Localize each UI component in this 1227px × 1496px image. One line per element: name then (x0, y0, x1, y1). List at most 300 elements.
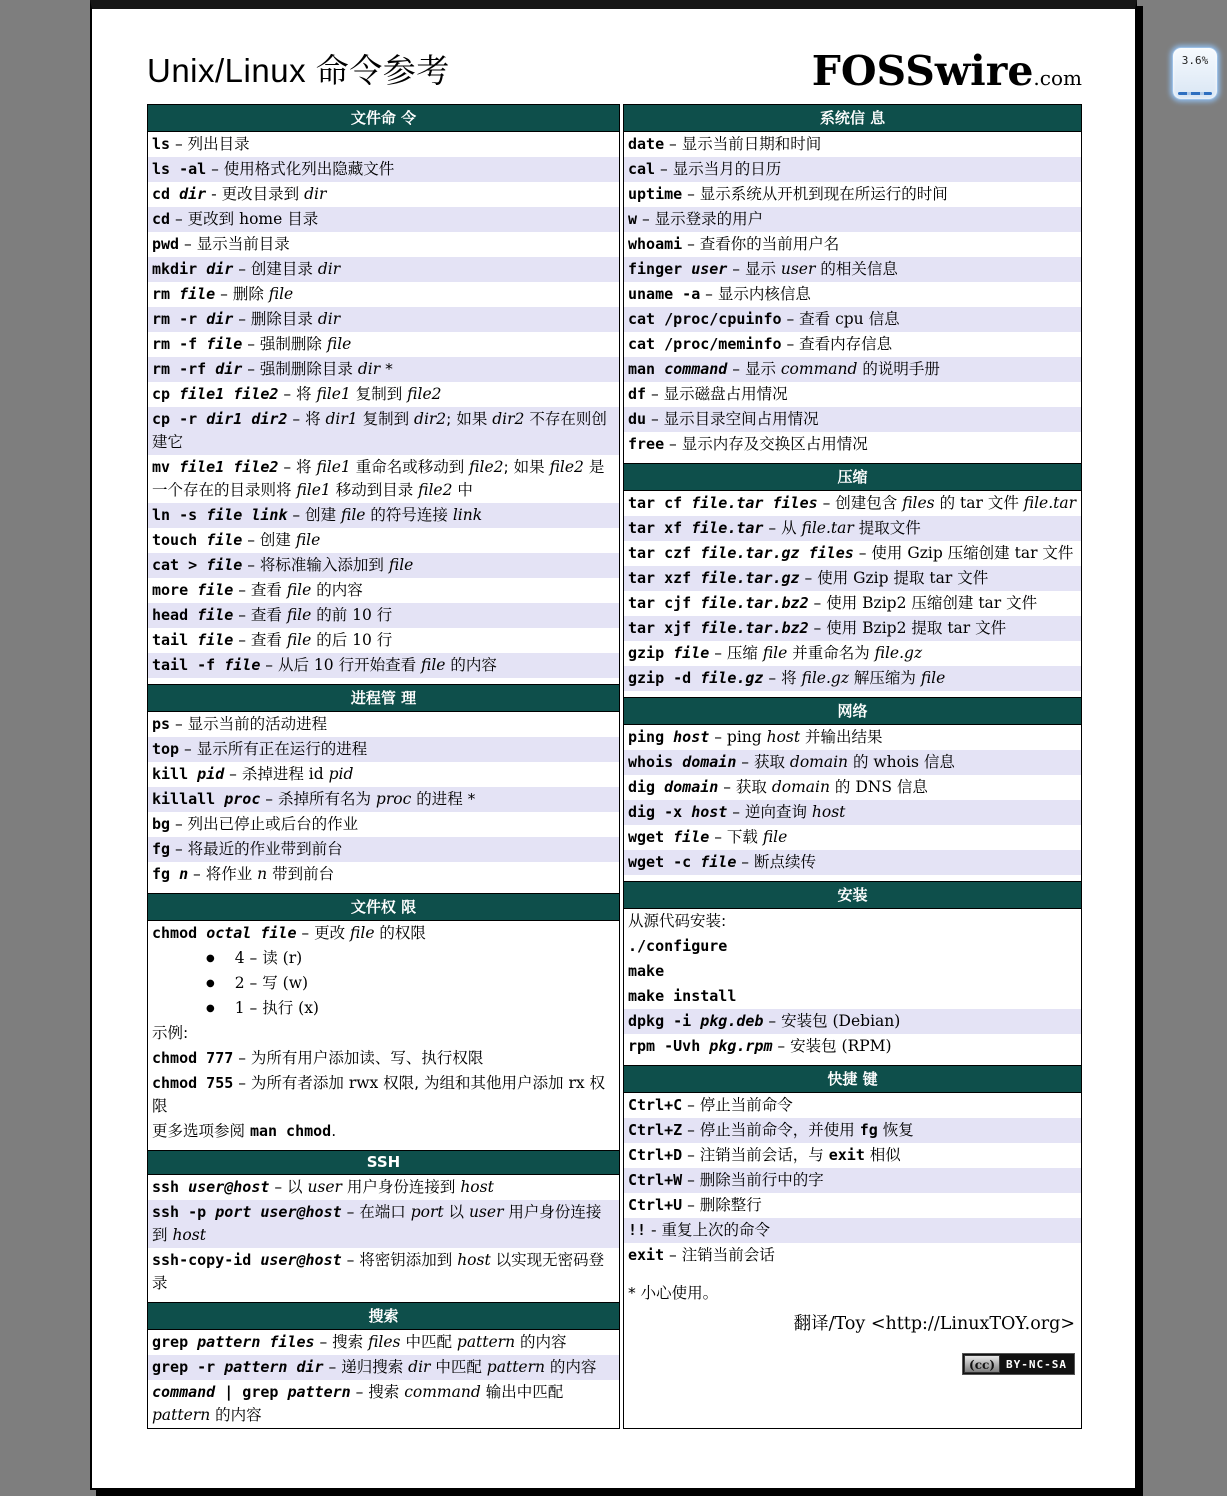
row-text: 信息 (863, 310, 900, 328)
row-text: command (404, 1383, 481, 1401)
row-text: file1 (296, 481, 331, 499)
row-text: – 显示目录空间占用情况 (646, 410, 819, 428)
row-text: file (295, 531, 321, 549)
row-text: 4 (234, 949, 245, 967)
command-row (624, 182, 1081, 207)
command-text: tar xzf (628, 569, 701, 587)
row-text: – 为所有用户添加读、写、执行权限 (233, 1049, 484, 1067)
row-text: pid (328, 765, 354, 783)
row-text: – 将 (278, 458, 317, 476)
command-row (148, 207, 619, 232)
row-text: proc (375, 790, 412, 808)
row-text: – 更改到 (170, 210, 240, 228)
row-text: – 为所有者添加 (233, 1074, 349, 1092)
command-row (624, 959, 1081, 984)
command-row (624, 934, 1081, 959)
command-row (148, 1380, 619, 1428)
command-text: mv (152, 458, 180, 476)
row-text: pattern files (197, 1333, 315, 1351)
command-row (148, 307, 619, 332)
row-text: file (673, 828, 710, 846)
command-row (148, 357, 619, 382)
row-text: – 显示磁盘占用情况 (646, 385, 788, 403)
right-sections-mount (624, 105, 1081, 1268)
command-text: ssh-copy-id (152, 1251, 261, 1269)
section-header: 网络 (624, 697, 1081, 725)
row-text: file.tar files (691, 494, 818, 512)
row-text: – 创建包含 (817, 494, 903, 512)
row-text: dir2 (492, 410, 525, 428)
row-text: 的说明手册 (857, 360, 940, 378)
translation-credit: 翻译/Toy <http://LinuxTOY.org> (793, 1314, 1075, 1334)
row-text: (r) (282, 949, 303, 967)
row-text: – 显示系统从开机到现在所运行的时间 (682, 185, 948, 203)
command-row (624, 909, 1081, 934)
command-text: gzip -d (628, 669, 701, 687)
row-text: 从源代码安装: (628, 912, 727, 930)
section-header: 搜索 (148, 1302, 619, 1330)
row-text: 并输出结果 (800, 728, 883, 746)
row-text: dir (179, 185, 207, 203)
row-text: domain (771, 778, 830, 796)
command-row (148, 946, 619, 971)
row-text: – 压缩 (709, 644, 763, 662)
row-text: 10 (352, 606, 372, 624)
command-text: exit (828, 1146, 865, 1164)
row-text: tar (1014, 544, 1038, 562)
command-row (148, 653, 619, 678)
command-row (624, 357, 1081, 382)
section-header: SSH (148, 1150, 619, 1175)
row-text: 行 (371, 631, 393, 649)
row-text: 文件 (1037, 544, 1074, 562)
section-header: 压缩 (624, 463, 1081, 491)
row-text: file.tar.gz (700, 569, 800, 587)
row-text: 目录 (282, 210, 319, 228)
command-text: wget -c (628, 853, 701, 871)
command-text: cal (628, 160, 656, 178)
command-text: Ctrl+Z (628, 1121, 683, 1139)
row-text: – 显示 (727, 260, 781, 278)
row-text: – 搜索 (350, 1383, 405, 1401)
command-text: !! (628, 1221, 647, 1239)
creative-commons-badge (962, 1353, 1075, 1375)
row-text: 的相关信息 (815, 260, 898, 278)
command-row (624, 775, 1081, 800)
row-text: file (341, 506, 366, 524)
zoom-indicator[interactable] (1172, 47, 1218, 100)
command-text: ping (628, 728, 674, 746)
command-text: tail (152, 631, 198, 649)
command-text: | grep (215, 1383, 288, 1401)
row-text: 的内容 (311, 581, 363, 599)
command-text: Ctrl+U (628, 1196, 683, 1214)
row-text: (w) (282, 974, 309, 992)
command-row (148, 971, 619, 996)
row-text: host (766, 728, 801, 746)
row-text: Gzip (907, 544, 943, 562)
row-text: host (172, 1226, 206, 1244)
command-text: rm (152, 285, 180, 303)
row-text: cpu (835, 310, 864, 328)
row-text: host (691, 803, 728, 821)
row-text: file (673, 644, 710, 662)
row-text: file.tar.bz2 (700, 619, 809, 637)
command-text: more (152, 581, 198, 599)
row-text: (RPM) (841, 1037, 892, 1055)
row-text: ; 如果 (503, 458, 550, 476)
row-text: – 将 (287, 410, 326, 428)
command-text: cat /proc/meminfo (628, 335, 782, 353)
command-row (624, 282, 1081, 307)
command-text: rpm -Uvh (628, 1037, 710, 1055)
row-text: 中匹配 (430, 1358, 487, 1376)
command-row (148, 837, 619, 862)
command-text: dpkg -i (628, 1012, 701, 1030)
row-text: – 显示内存及交换区占用情况 (664, 435, 868, 453)
row-text: . (331, 1122, 337, 1140)
row-text: 提取 (888, 569, 930, 587)
section (148, 105, 619, 678)
row-text: – (709, 728, 727, 746)
command-row (148, 862, 619, 887)
cc-license-label: BY-NC-SA (1006, 1357, 1067, 1371)
command-text: cat /proc/cpuinfo (628, 310, 782, 328)
command-row (624, 825, 1081, 850)
row-text: – 读 (244, 949, 283, 967)
zoom-percentage-label: 3.6% (1181, 54, 1209, 67)
row-text: – 查看 (781, 310, 836, 328)
row-text: file.tar.bz2 (700, 594, 809, 612)
document-page (90, 0, 1137, 1490)
command-row (624, 432, 1081, 457)
row-text: – 安装包 (772, 1037, 842, 1055)
row-text: file (286, 606, 312, 624)
row-text: file1 (316, 385, 351, 403)
command-row (624, 307, 1081, 332)
row-text: * (380, 360, 393, 378)
row-text: – 从后 (260, 656, 314, 674)
row-text: – 获取 (736, 753, 790, 771)
row-text: 并重命名为 (787, 644, 875, 662)
row-text: file.tar.gz files (700, 544, 854, 562)
row-text: command (152, 1383, 216, 1401)
section (148, 893, 619, 1144)
row-text: 的内容 (210, 1406, 262, 1424)
command-row (148, 712, 619, 737)
row-text: link (452, 506, 483, 524)
row-text: 压缩创建 (942, 544, 1015, 562)
command-text: df (628, 385, 647, 403)
section (624, 463, 1081, 691)
command-row (148, 157, 619, 182)
row-text: pattern (152, 1406, 211, 1424)
row-text: 的 (829, 778, 856, 796)
row-text: file.gz (700, 669, 764, 687)
row-text: pattern (287, 1383, 351, 1401)
row-text: file2 (418, 481, 453, 499)
row-text: octal file (206, 924, 297, 942)
command-text: tar xjf (628, 619, 701, 637)
command-row (148, 1046, 619, 1071)
row-text: Gzip (853, 569, 889, 587)
row-text: command (780, 360, 858, 378)
row-text: file1 file2 (179, 385, 279, 403)
command-row (148, 132, 619, 157)
command-row (624, 800, 1081, 825)
command-text: Ctrl+W (628, 1171, 683, 1189)
row-text: 10 (313, 656, 334, 674)
row-text: – 将 (278, 385, 317, 403)
command-text: wget (628, 828, 674, 846)
row-text: file.tar (691, 519, 764, 537)
command-text: ls -al (152, 160, 207, 178)
row-text: – 从 (763, 519, 802, 537)
row-text: file (350, 924, 375, 942)
row-text: file (268, 285, 294, 303)
command-row (148, 628, 619, 653)
command-text: cd (152, 185, 180, 203)
row-text: 1 (234, 999, 245, 1017)
row-text: domain (789, 753, 849, 771)
section (148, 1302, 619, 1428)
logo-main-text: FOSSwire (811, 47, 1034, 95)
row-text: file (920, 669, 946, 687)
row-text: host (673, 728, 710, 746)
row-text: 以 (443, 1203, 469, 1221)
command-text: grep -r (152, 1358, 225, 1376)
command-row (148, 1175, 619, 1200)
row-text: – 创建 (287, 506, 341, 524)
command-row (148, 1355, 619, 1380)
row-text: 不存在则创建它 (152, 410, 607, 451)
row-text: file (206, 335, 243, 353)
command-row (148, 282, 619, 307)
command-row (148, 737, 619, 762)
row-text: 以实现无密码登录 (152, 1251, 605, 1292)
row-text: – 列出已停止或后台的作业 (170, 815, 359, 833)
command-row (624, 1009, 1081, 1034)
row-text: file (421, 656, 446, 674)
section (148, 1150, 619, 1296)
row-text: dir2 (414, 410, 447, 428)
row-text: 输出中匹配 (480, 1383, 564, 1401)
row-text: file2 (469, 458, 504, 476)
command-row (148, 996, 619, 1021)
row-text: 的内容 (515, 1333, 567, 1351)
command-row (624, 516, 1081, 541)
row-text: – 强制删除目录 (242, 360, 358, 378)
right-column (623, 104, 1082, 1429)
command-text: top (152, 740, 180, 758)
row-text: – 创建 (242, 531, 296, 549)
row-text: ; 如果 (446, 410, 493, 428)
command-row (624, 750, 1081, 775)
row-text: 的 (934, 494, 960, 512)
command-row (148, 382, 619, 407)
row-text: – 创建目录 (233, 260, 318, 278)
command-text: date (628, 135, 665, 153)
command-row (624, 257, 1081, 282)
row-text: 更多选项参阅 (152, 1122, 250, 1140)
command-row (624, 566, 1081, 591)
row-text: – 显示登录的用户 (637, 210, 764, 228)
command-text: Ctrl+C (628, 1096, 683, 1114)
row-text: file (206, 556, 243, 574)
command-row (624, 1093, 1081, 1118)
command-text: killall (152, 790, 225, 808)
row-text: 的权限 (374, 924, 426, 942)
row-text: 带到前台 (267, 865, 335, 883)
row-text: dir (206, 310, 234, 328)
row-text: user@host (188, 1178, 270, 1196)
row-text: file2 (549, 458, 584, 476)
command-text: uptime (628, 185, 683, 203)
row-text: host (457, 1251, 491, 1269)
row-text: rx (568, 1074, 585, 1092)
row-text: – 显示 (727, 360, 781, 378)
row-text: file (224, 656, 261, 674)
command-text: ssh (152, 1178, 189, 1196)
row-text: file (286, 631, 312, 649)
row-text: – 查看 (233, 581, 287, 599)
command-row (624, 232, 1081, 257)
command-text: bg (152, 815, 171, 833)
command-text: finger (628, 260, 692, 278)
command-text: fg (859, 1121, 878, 1139)
row-text: 解压缩为 (848, 669, 921, 687)
row-text: - 更改目录到 (206, 185, 305, 203)
command-text: head (152, 606, 198, 624)
command-text: cd (152, 210, 171, 228)
row-text: id (308, 765, 329, 783)
reference-columns (147, 104, 1082, 1429)
cc-icon: (cc) (964, 1355, 1000, 1373)
row-text: 的内容 (544, 1358, 597, 1376)
row-text: dir (317, 260, 341, 278)
command-row (148, 1248, 619, 1296)
row-text: 的内容 (445, 656, 497, 674)
row-text: 2 (234, 974, 245, 992)
row-text: – 执行 (244, 999, 299, 1017)
row-text: – 停止当前命令 (682, 1096, 793, 1114)
command-row (624, 132, 1081, 157)
row-text: – 将标准输入添加到 (242, 556, 389, 574)
row-text: ping (726, 728, 767, 746)
row-text: 信息 (918, 753, 955, 771)
command-row (148, 921, 619, 946)
row-text: – 将 (763, 669, 802, 687)
command-text: gzip (628, 644, 674, 662)
command-text: rm -rf (152, 360, 216, 378)
section (624, 881, 1081, 1059)
command-text: fg (152, 840, 171, 858)
command-row (148, 762, 619, 787)
row-text: tar (960, 494, 983, 512)
row-text: pid (197, 765, 225, 783)
row-text: user (307, 1178, 342, 1196)
command-text: exit (628, 1246, 665, 1264)
command-text: ln -s (152, 506, 207, 524)
command-text: pwd (152, 235, 180, 253)
row-text: 复制到 (350, 385, 408, 403)
row-text: 行开始查看 (333, 656, 421, 674)
fosswire-logo (811, 47, 1082, 95)
row-text: 文件 (952, 569, 989, 587)
row-text: file (700, 853, 737, 871)
command-row (624, 541, 1081, 566)
row-text: – 更改 (296, 924, 351, 942)
logo-suffix-text: .com (1033, 66, 1082, 90)
row-text: – 停止当前命令，并使用 (682, 1121, 860, 1139)
command-row (148, 407, 619, 455)
row-text: 的前 (311, 606, 353, 624)
row-text: – 杀掉所有名为 (260, 790, 376, 808)
command-row (148, 553, 619, 578)
row-text: – 将作业 (188, 865, 258, 883)
row-text: pkg.deb (700, 1012, 764, 1030)
row-text: dir (408, 1358, 431, 1376)
section-header: 快捷 键 (624, 1065, 1081, 1093)
command-row (624, 666, 1081, 691)
row-text: dir1 dir2 (206, 410, 288, 428)
row-text: – 查看内存信息 (781, 335, 893, 353)
row-text: 中匹配 (400, 1333, 457, 1351)
command-row (624, 157, 1081, 182)
row-text: pkg.rpm (709, 1037, 773, 1055)
row-text: 的 (848, 753, 874, 771)
row-text: file (197, 606, 234, 624)
row-text: Bzip2 (862, 619, 907, 637)
command-text: du (628, 410, 647, 428)
row-text: 用户身份连接到 (152, 1203, 602, 1244)
command-text: man (628, 360, 665, 378)
command-row (148, 182, 619, 207)
command-text: uname -a (628, 285, 701, 303)
row-text: – 使用 (808, 619, 863, 637)
command-text: ssh -p (152, 1203, 216, 1221)
row-text: – 显示当月的日历 (655, 160, 782, 178)
row-text: 用户身份连接到 (341, 1178, 461, 1196)
row-text: – 在端口 (341, 1203, 411, 1221)
row-text: file (762, 828, 788, 846)
section-header: 安装 (624, 881, 1081, 909)
row-text: 权限, 为组和其他用户添加 (378, 1074, 569, 1092)
command-text: tar czf (628, 544, 701, 562)
command-text: man chmod (249, 1122, 332, 1140)
command-row (148, 787, 619, 812)
command-row (624, 382, 1081, 407)
command-row (148, 578, 619, 603)
row-text: 相似 (864, 1146, 901, 1164)
command-row (624, 641, 1081, 666)
row-text: dir (304, 185, 327, 203)
row-text: 的符号连接 (365, 506, 453, 524)
command-row (624, 616, 1081, 641)
command-row (148, 528, 619, 553)
row-text: 文件 (982, 494, 1024, 512)
row-text: dir (317, 310, 341, 328)
left-sections-mount (148, 105, 619, 1428)
row-text: 压缩创建 (906, 594, 979, 612)
row-text: – 将最近的作业带到前台 (170, 840, 343, 858)
row-text: – 显示当前目录 (179, 235, 290, 253)
row-text: – 使用 (799, 569, 854, 587)
row-text: 是一个存在的目录则将 (152, 458, 605, 499)
footnote: * 小心使用。 (628, 1284, 719, 1302)
command-row (624, 984, 1081, 1009)
command-text: Ctrl+D (628, 1146, 683, 1164)
